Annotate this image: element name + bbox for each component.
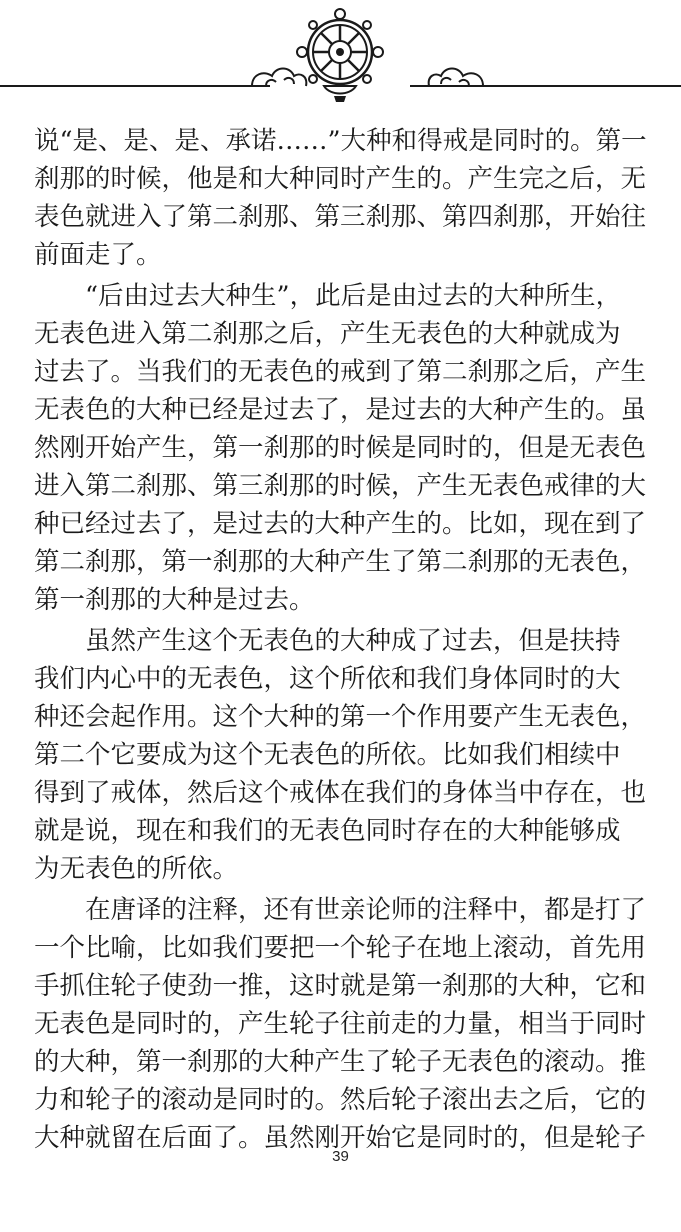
text-line: 手抓住轮子使劲一推，这时就是第一刹那的大种，它和: [34, 971, 647, 1001]
cloud-scroll-right-icon: [429, 69, 483, 87]
text-line: 力和轮子的滚动是同时的。然后轮子滚出去之后，它的: [34, 1085, 647, 1115]
text-line: 种已经过去了，是过去的大种产生的。比如，现在到了: [34, 509, 647, 539]
text-line: 过去了。当我们的无表色的戒到了第二刹那之后，产生: [34, 357, 647, 387]
page-body: [34, 122, 646, 1157]
text-line: 前面走了。: [34, 240, 162, 270]
text-line: 为无表色的所依。: [34, 854, 239, 884]
text-line: 无表色进入第二刹那之后，产生无表色的大种就成为: [34, 319, 621, 349]
text-line: 第一刹那的大种是过去。: [34, 585, 315, 615]
page-header: [0, 0, 681, 110]
text-line: “后由过去大种生”，此后是由过去的大种所生，: [34, 281, 622, 311]
paragraph: [34, 277, 646, 619]
text-line: 种还会起作用。这个大种的第一个作用要产生无表色，: [34, 702, 647, 732]
page-number: 39: [332, 1148, 349, 1165]
text-line: 进入第二刹那、第三刹那的时候，产生无表色戒律的大: [34, 471, 647, 501]
paragraph: [34, 122, 646, 274]
text-line: 刹那的时候，他是和大种同时产生的。产生完之后，无: [34, 164, 647, 194]
header-ornament: [0, 0, 681, 110]
text-line: 虽然产生这个无表色的大种成了过去，但是扶持: [34, 626, 621, 656]
text-line: 一个比喻，比如我们要把一个轮子在地上滚动，首先用: [34, 933, 647, 963]
text-line: 的大种，第一刹那的大种产生了轮子无表色的滚动。推: [34, 1047, 647, 1077]
paragraph: [34, 891, 646, 1157]
text-line: 无表色的大种已经是过去了，是过去的大种产生的。虽: [34, 395, 647, 425]
text-line: 第二个它要成为这个无表色的所依。比如我们相续中: [34, 740, 621, 770]
text-line: 大种就留在后面了。虽然刚开始它是同时的，但是轮子: [34, 1123, 647, 1153]
paragraph: [34, 622, 646, 888]
dharma-wheel-icon: [297, 9, 383, 102]
text-line: 然刚开始产生，第一刹那的时候是同时的，但是无表色: [34, 433, 647, 463]
text-line: 说“是、是、是、承诺……”大种和得戒是同时的。第一: [34, 126, 647, 156]
text-line: 就是说，现在和我们的无表色同时存在的大种能够成: [34, 816, 621, 846]
cloud-scroll-left-icon: [252, 69, 306, 87]
text-line: 我们内心中的无表色，这个所依和我们身体同时的大: [34, 664, 621, 694]
text-line: 在唐译的注释，还有世亲论师的注释中，都是打了: [34, 895, 647, 925]
text-line: 得到了戒体，然后这个戒体在我们的身体当中存在，也: [34, 778, 647, 808]
text-line: 表色就进入了第二刹那、第三刹那、第四刹那，开始往: [34, 202, 647, 232]
text-line: 无表色是同时的，产生轮子往前走的力量，相当于同时: [34, 1009, 647, 1039]
text-line: 第二刹那，第一刹那的大种产生了第二刹那的无表色，: [34, 547, 647, 577]
